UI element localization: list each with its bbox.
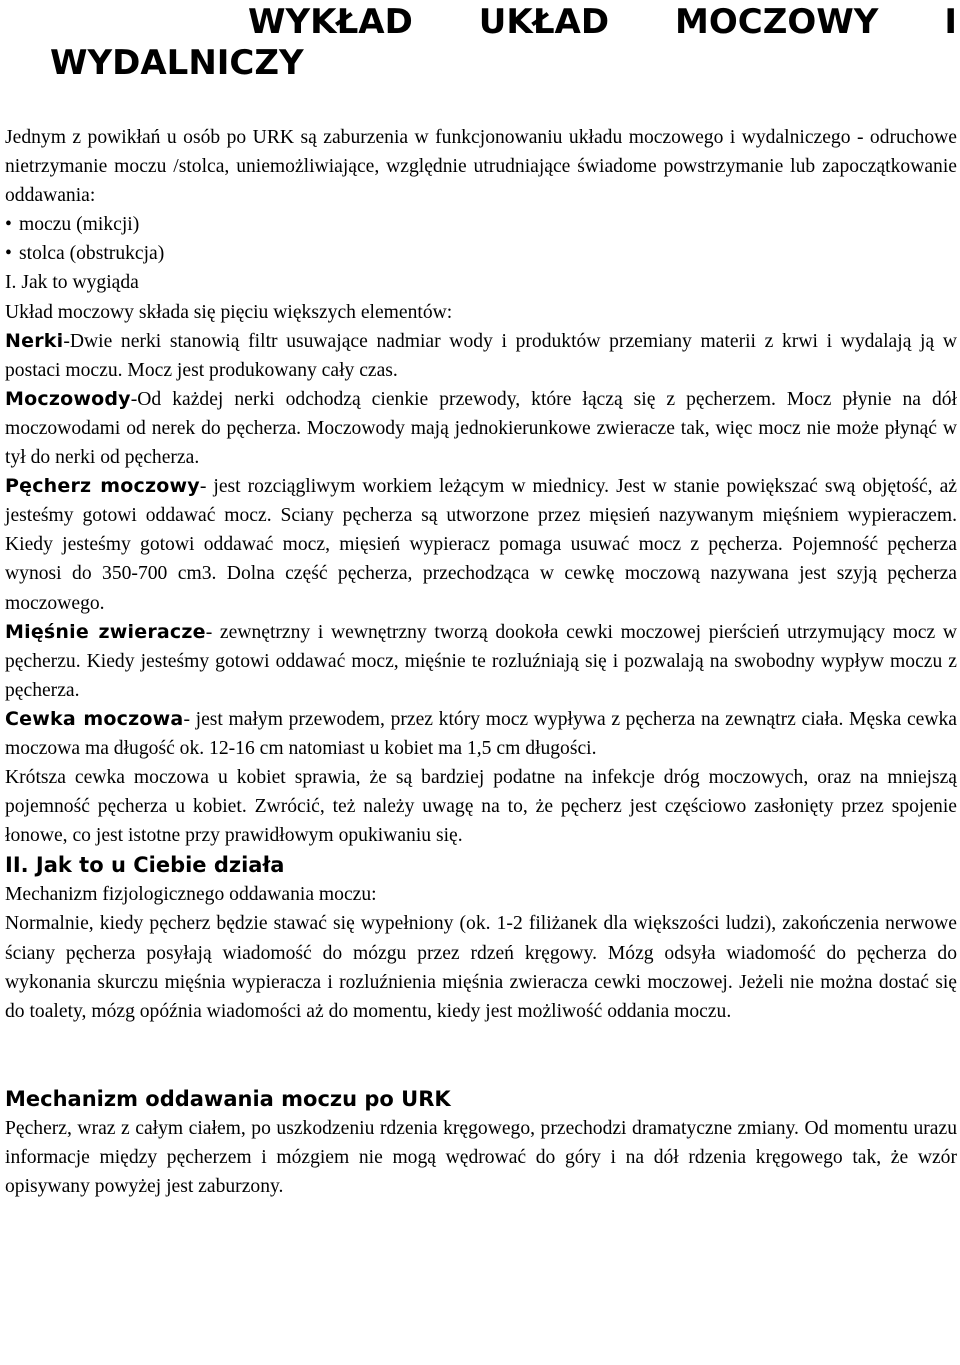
section-1-lead: Układ moczowy składa się pięciu większych elementów: [5, 301, 453, 323]
document-title [5, 0, 957, 86]
term-sphincters: Mięśnie zwieracze [5, 620, 206, 643]
definition-text: -Dwie nerki stanowią filtr usuwające nadmiar wody i produktów przemiany materii z krwi i wydalają ją w postaci moczu. Mocz jest produkowany cały czas. [5, 330, 957, 381]
bullet-item-text: moczu (mikcji) [19, 214, 140, 236]
term-ureters: Moczowody [5, 387, 131, 410]
definition-urethra [5, 705, 957, 763]
intro-paragraph: Jednym z powikłań u osób po URK są zaburzenia w funkcjonowaniu układu moczowego i wydalniczego - odruchowe nietrzymanie moczu /stolca, uniemożliwiające, względnie utrudniające świadome powstrzymanie lub zapoczątkowanie oddawania: [5, 127, 957, 207]
term-bladder: Pęcherz moczowy [5, 475, 200, 498]
term-urethra: Cewka moczowa [5, 707, 184, 730]
bullet-item-urine [5, 210, 957, 239]
term-kidneys: Nerki [5, 329, 64, 352]
section-3-heading: Mechanizm oddawania moczu po URK [5, 1086, 451, 1111]
definition-bladder [5, 472, 957, 617]
definition-text: - jest rozciągliwym workiem leżącym w miednicy. Jest w stanie powiększać swą objętość, aż jesteśmy gotowi oddawać mocz. Sciany pęcherza są utworzone przez mięsień nazywanym mięśniem wypieraczem. Kiedy jesteśmy gotowi oddawać mocz, mięsień wypieracz pomaga usuwać mocz z pęcherza. Pojemność pęcherza wynosi do 350-700 cm3. Dolna część pęcherza, przechodząca w cewkę moczową nazywana jest szyją pęcherza moczowego. [5, 476, 957, 614]
definition-text: - jest małym przewodem, przez który mocz wypływa z pęcherza na zewnątrz ciała. Męska cewka moczowa ma długość ok. 12-16 cm natomiast u kobiet ma 1,5 cm długości. [5, 708, 958, 759]
bullet-icon: • [5, 243, 12, 265]
section-2-lead: Mechanizm fizjologicznego oddawania moczu: [5, 884, 377, 906]
document-title-line-2: WYDALNICZY [50, 43, 304, 83]
section-1-note: Krótsza cewka moczowa u kobiet sprawia, że są bardziej podatne na infekcje dróg moczowych, oraz na mniejszą pojemność pęcherza u kobiet. Zwrócić, też należy uwagę na to, że pęcherz jest częściowo zasłonięty przez spojenie łonowe, co jest istotne przy prawidłowym opukiwaniu się. [5, 767, 957, 847]
document-body [5, 123, 957, 1201]
bullet-item-text: stolca (obstrukcja) [19, 243, 165, 265]
bullet-item-stool [5, 239, 957, 268]
document-title-line-1: WYKŁAD UKŁAD MOCZOWY I [248, 2, 957, 42]
section-2-paragraph: Normalnie, kiedy pęcherz będzie stawać się wypełniony (ok. 1-2 filiżanek dla większości ludzi), zakończenia nerwowe ściany pęcherza posyłają wiadomość do mózgu przez rdzeń kręgowy. Mózg odsyła wiadomość do pęcherza do wykonania skurczu mięśnia wypieracza i rozluźnienia mięśnia zwieracza cewki moczowej. Jeżeli nie można dostać się do toalety, mózg opóźnia wiadomości aż do momentu, kiedy jest możliwość oddania moczu. [5, 913, 957, 1022]
definition-kidneys [5, 327, 957, 385]
definition-sphincters [5, 618, 957, 705]
bullet-icon: • [5, 214, 12, 236]
section-spacer [5, 1026, 957, 1084]
section-2-heading: II. Jak to u Ciebie działa [5, 853, 285, 878]
definition-text: -Od każdej nerki odchodzą cienkie przewody, które łączą się z pęcherzem. Mocz płynie na dół moczowodami od nerek do pęcherza. Moczowody mają jednokierunkowe zwieracze tak, więc mocz nie może płynąć w tył do nerki od pęcherza. [5, 388, 957, 469]
section-3-paragraph: Pęcherz, wraz z całym ciałem, po uszkodzeniu rdzenia kręgowego, przechodzi dramatyczne zmiany. Od momentu urazu informacje między pęcherzem i mózgiem nie mogą wędrować do góry i na dół rdzenia kręgowego tak, że wzór opisywany powyżej jest zaburzony. [5, 1117, 957, 1197]
definition-text: - zewnętrzny i wewnętrzny tworzą dookoła cewki moczowej pierścień utrzymujący mocz w pęcherzu. Kiedy jesteśmy gotowi oddawać mocz, mięśnie te rozluźniają się i pozwalają na swobodny wypływ moczu z pęcherza. [5, 621, 957, 701]
definition-ureters [5, 385, 957, 472]
section-1-heading: I. Jak to wygiąda [5, 272, 139, 294]
